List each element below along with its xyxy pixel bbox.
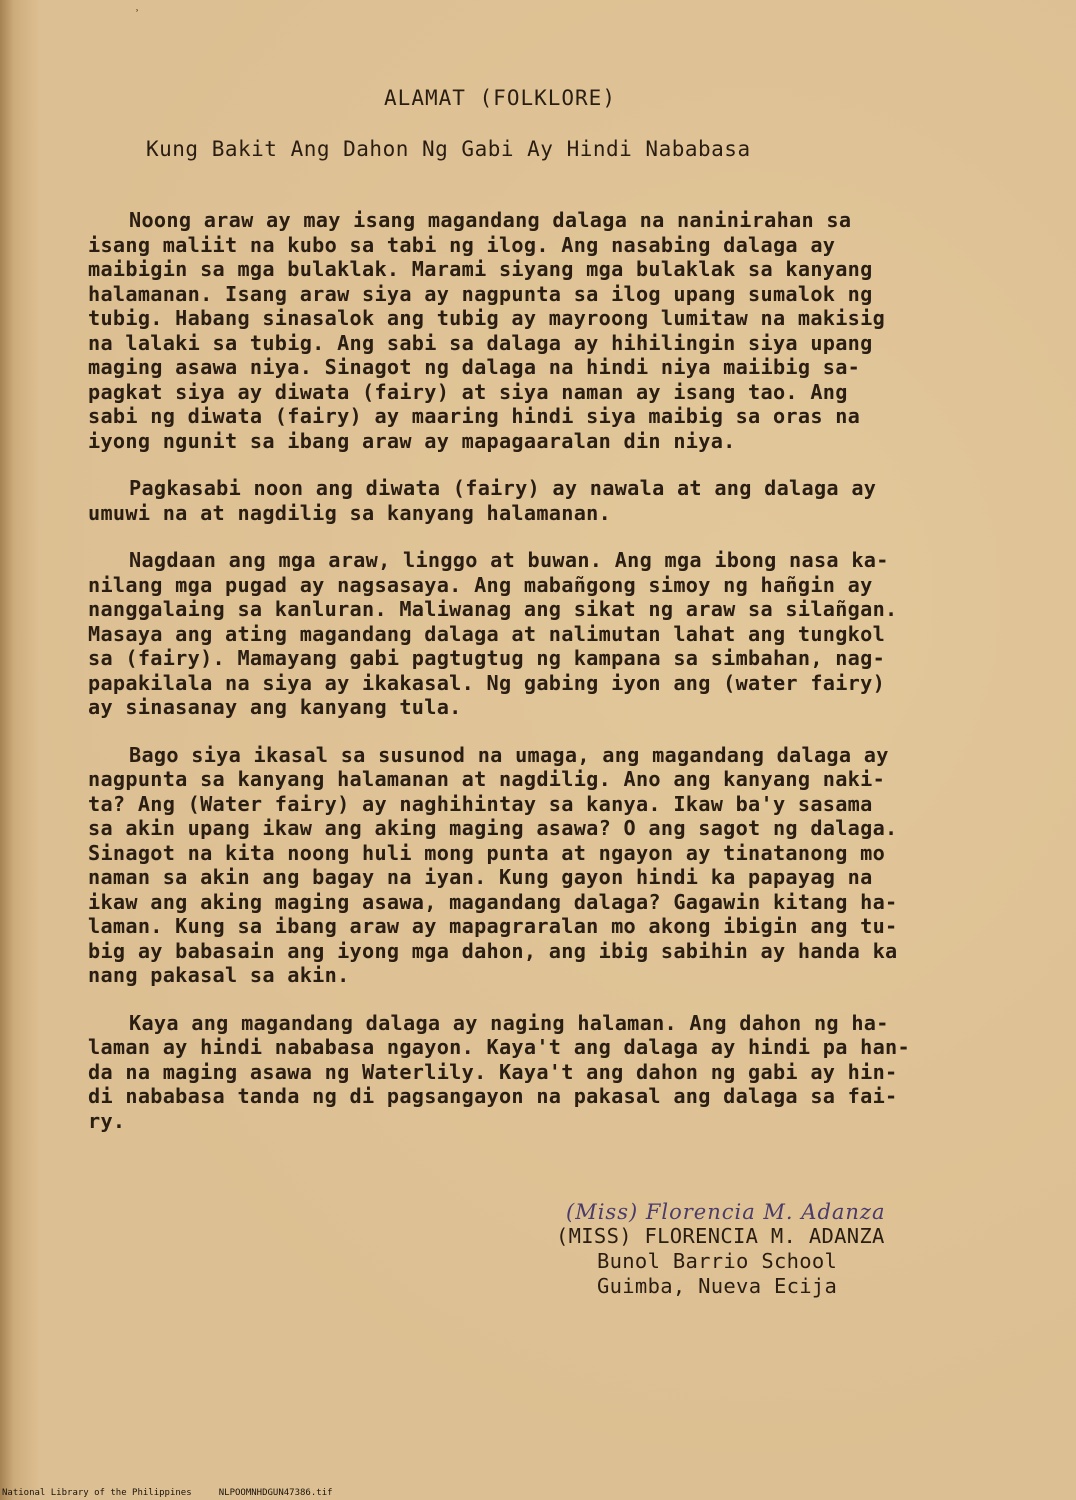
text-line: umuwi na at nagdilig sa kanyang halamanan.	[88, 500, 612, 525]
text-line: pagkat siya ay diwata (fairy) at siya naman ay isang tao. Ang	[88, 379, 848, 404]
text-line: da na maging asawa ng Waterlily. Kaya't ang dahon ng gabi ay hin-	[88, 1059, 898, 1084]
paragraph	[88, 1011, 1028, 1134]
text-line: ay sinasanay ang kanyang tula.	[88, 695, 462, 719]
text-line: di nababasa tanda ng di pagsangayon na pakasal ang dalaga sa fai-	[88, 1084, 898, 1108]
text-line: Bago siya ikasal sa susunod na umaga, ang magandang dalaga ay	[129, 742, 889, 767]
document-title: ALAMAT (FOLKLORE)	[384, 86, 616, 110]
page-mark: ˒	[134, 6, 141, 17]
text-line: Sinagot na kita noong huli mong punta at ngayon ay tinatanong mo	[88, 840, 886, 865]
text-line: isang maliit na kubo sa tabi ng ilog. Ang nasabing dalaga ay	[88, 232, 836, 257]
text-line: naman sa akin ang bagay na iyan. Kung gayon hindi ka papayag na	[88, 865, 873, 889]
text-line: maging asawa niya. Sinagot ng dalaga na hindi niya maiibig sa-	[88, 355, 861, 379]
text-line: nang pakasal sa akin.	[88, 963, 350, 987]
text-line: Noong araw ay may isang magandang dalaga na naninirahan sa	[129, 208, 852, 232]
archive-footer: National Library of the Philippines NLPOOMNHDGUN47386.tif	[2, 1488, 333, 1498]
handwritten-signature: (Miss) Florencia M. Adanza	[566, 1200, 886, 1224]
text-line: na lalaki sa tubig. Ang sabi sa dalaga ay hihilingin siya upang	[88, 330, 873, 355]
text-line: big ay babasain ang iyong mga dahon, ang ibig sabihin ay handa ka	[88, 938, 898, 963]
text-line: papakilala na siya ay ikakasal. Ng gabing iyon ang (water fairy)	[88, 670, 886, 695]
text-line: Nagdaan ang mga araw, linggo at buwan. Ang mga ibong nasa ka-	[129, 548, 889, 572]
text-line: tubig. Habang sinasalok ang tubig ay mayroong lumitaw na makisig	[88, 306, 886, 330]
text-line: Kaya ang magandang dalaga ay naging halaman. Ang dahon ng ha-	[129, 1010, 889, 1035]
signature-block	[556, 1200, 886, 1299]
paragraph	[88, 548, 1028, 720]
text-line: ta? Ang (Water fairy) ay naghihintay sa kanya. Ikaw ba'y sasama	[88, 791, 873, 816]
text-line: ry.	[88, 1108, 126, 1133]
paragraph	[88, 476, 1028, 525]
text-line: laman ay hindi nababasa ngayon. Kaya't ang dalaga ay hindi pa han-	[88, 1035, 910, 1059]
document-subtitle: Kung Bakit Ang Dahon Ng Gabi Ay Hindi Nababasa	[146, 137, 751, 161]
paragraph	[88, 208, 1028, 453]
text-line: Masaya ang ating magandang dalaga at nalimutan lahat ang tungkol	[88, 621, 886, 646]
text-line: nagpunta sa kanyang halamanan at nagdilig. Ano ang kanyang naki-	[88, 767, 886, 791]
text-line: nilang mga pugad ay nagsasaya. Ang mabañgong simoy ng hañgin ay	[88, 572, 873, 597]
text-line: Pagkasabi noon ang diwata (fairy) ay nawala at ang dalaga ay	[129, 476, 877, 500]
text-line: nanggalaing sa kanluran. Maliwanag ang sikat ng araw sa silañgan.	[88, 597, 898, 621]
text-line: sa akin upang ikaw ang aking maging asawa? O ang sagot ng dalaga.	[88, 816, 898, 840]
signatory-location: Guimba, Nueva Ecija	[597, 1274, 838, 1298]
text-line: sabi ng diwata (fairy) ay maaring hindi siya maibig sa oras na	[88, 404, 861, 428]
text-line: maibigin sa mga bulaklak. Marami siyang mga bulaklak sa kanyang	[88, 257, 873, 281]
signatory-name: (MISS) FLORENCIA M. ADANZA	[556, 1224, 885, 1248]
text-line: ikaw ang aking maging asawa, magandang dalaga? Gagawin kitang ha-	[88, 889, 898, 914]
document-body	[88, 208, 1028, 1156]
text-line: sa (fairy). Mamayang gabi pagtugtug ng kampana sa simbahan, nag-	[88, 646, 886, 670]
paragraph	[88, 743, 1028, 988]
text-line: halamanan. Isang araw siya ay nagpunta sa ilog upang sumalok ng	[88, 281, 873, 306]
signatory-school: Bunol Barrio School	[597, 1249, 838, 1273]
text-line: iyong ngunit sa ibang araw ay mapagaaralan din niya.	[88, 428, 736, 453]
text-line: laman. Kung sa ibang araw ay mapagraralan mo akong ibigin ang tu-	[88, 914, 898, 938]
